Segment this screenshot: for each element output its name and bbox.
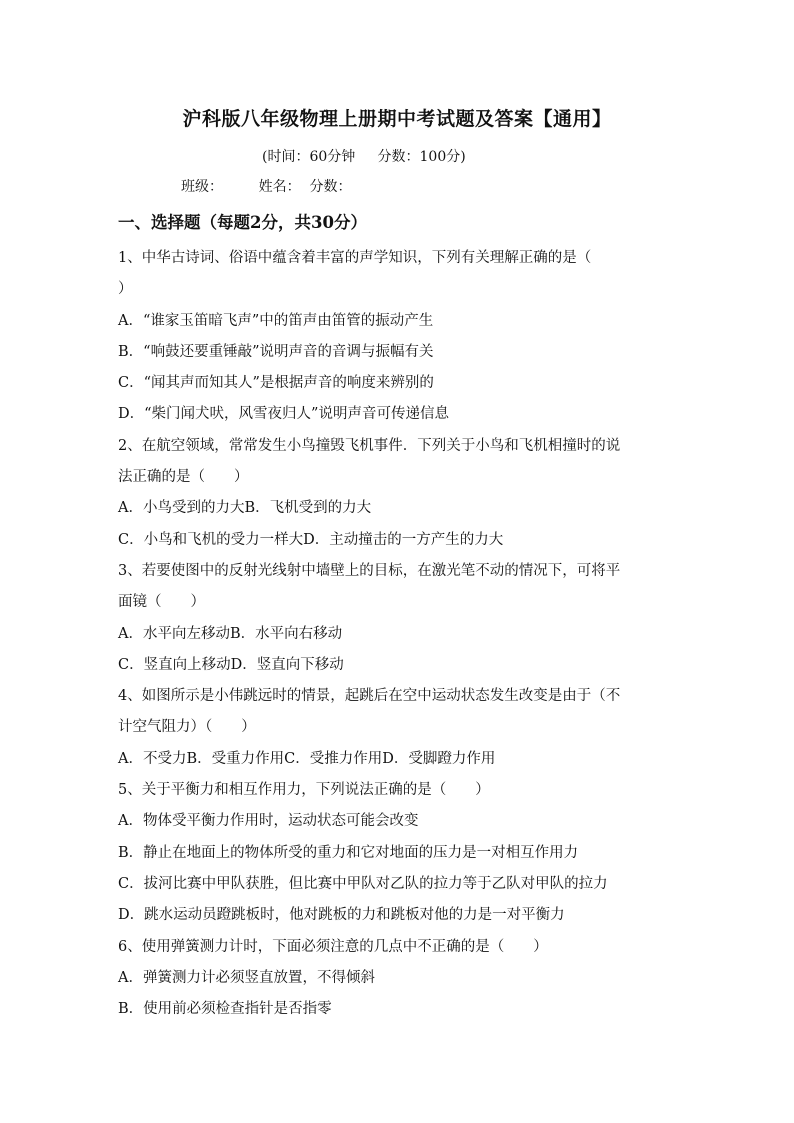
- question-line: 计空气阻力）（ ）: [118, 719, 256, 736]
- question-line: 3、若要使图中的反射光线射中墙壁上的目标，在激光笔不动的情况下，可将平: [118, 562, 621, 579]
- option-line: B．使用前必须检查指针是否指零: [118, 1001, 332, 1018]
- question-line: 5、关于平衡力和相互作用力，下列说法正确的是（ ）: [118, 782, 490, 799]
- option-line: A．小鸟受到的力大B．飞机受到的力大: [118, 500, 372, 517]
- score-label: 分数：: [309, 179, 352, 195]
- option-line: A．水平向左移动B．水平向右移动: [118, 625, 343, 642]
- option-line: C．竖直向上移动D．竖直向下移动: [118, 656, 344, 673]
- class-label: 班级：: [181, 179, 223, 195]
- option-line: C．“闻其声而知其人”是根据声音的响度来辨别的: [118, 375, 434, 392]
- question-line: 2、在航空领域，常常发生小鸟撞毁飞机事件．下列关于小鸟和飞机相撞时的说: [118, 437, 621, 454]
- question-line: 4、如图所示是小伟跳远时的情景，起跳后在空中运动状态发生改变是由于（不: [118, 688, 621, 705]
- option-line: A．物体受平衡力作用时，运动状态可能会改变: [118, 813, 419, 830]
- option-line: A．弹簧测力计必须竖直放置，不得倾斜: [118, 969, 375, 986]
- option-line: C．拔河比赛中甲队获胜，但比赛中甲队对乙队的拉力等于乙队对甲队的拉力: [118, 875, 608, 892]
- option-line: C．小鸟和飞机的受力一样大D．主动撞击的一方产生的力大: [118, 531, 504, 548]
- option-line: B．静止在地面上的物体所受的重力和它对地面的压力是一对相互作用力: [118, 844, 579, 861]
- question-line: 法正确的是（ ）: [118, 469, 249, 486]
- question-line: 面镜（ ）: [118, 594, 205, 611]
- student-info-row: [181, 176, 352, 196]
- time-score-note: (时间：60分钟 分数：100分): [262, 149, 466, 165]
- name-label: 姓名：: [258, 179, 301, 195]
- option-line: D．跳水运动员蹬跳板时，他对跳板的力和跳板对他的力是一对平衡力: [118, 907, 565, 924]
- option-line: A．不受力B．受重力作用C．受推力作用D．受脚蹬力作用: [118, 750, 496, 767]
- option-line: B．“响鼓还要重锤敲”说明声音的音调与振幅有关: [118, 343, 434, 360]
- option-line: A．“谁家玉笛暗飞声”中的笛声由笛管的振动产生: [118, 312, 434, 329]
- section-heading: 一、选择题（每题2分，共30分）: [118, 213, 367, 232]
- page-title: 沪科版八年级物理上册期中考试题及答案【通用】: [182, 108, 612, 130]
- question-list: [118, 248, 678, 1030]
- question-line: 6、使用弹簧测力计时，下面必须注意的几点中不正确的是（ ）: [118, 938, 548, 955]
- option-line: D．“柴门闻犬吠，风雪夜归人”说明声音可传递信息: [118, 406, 449, 423]
- question-line: 1、中华古诗词、俗语中蕴含着丰富的声学知识，下列有关理解正确的是（: [118, 250, 592, 266]
- question-line: ）: [118, 281, 133, 298]
